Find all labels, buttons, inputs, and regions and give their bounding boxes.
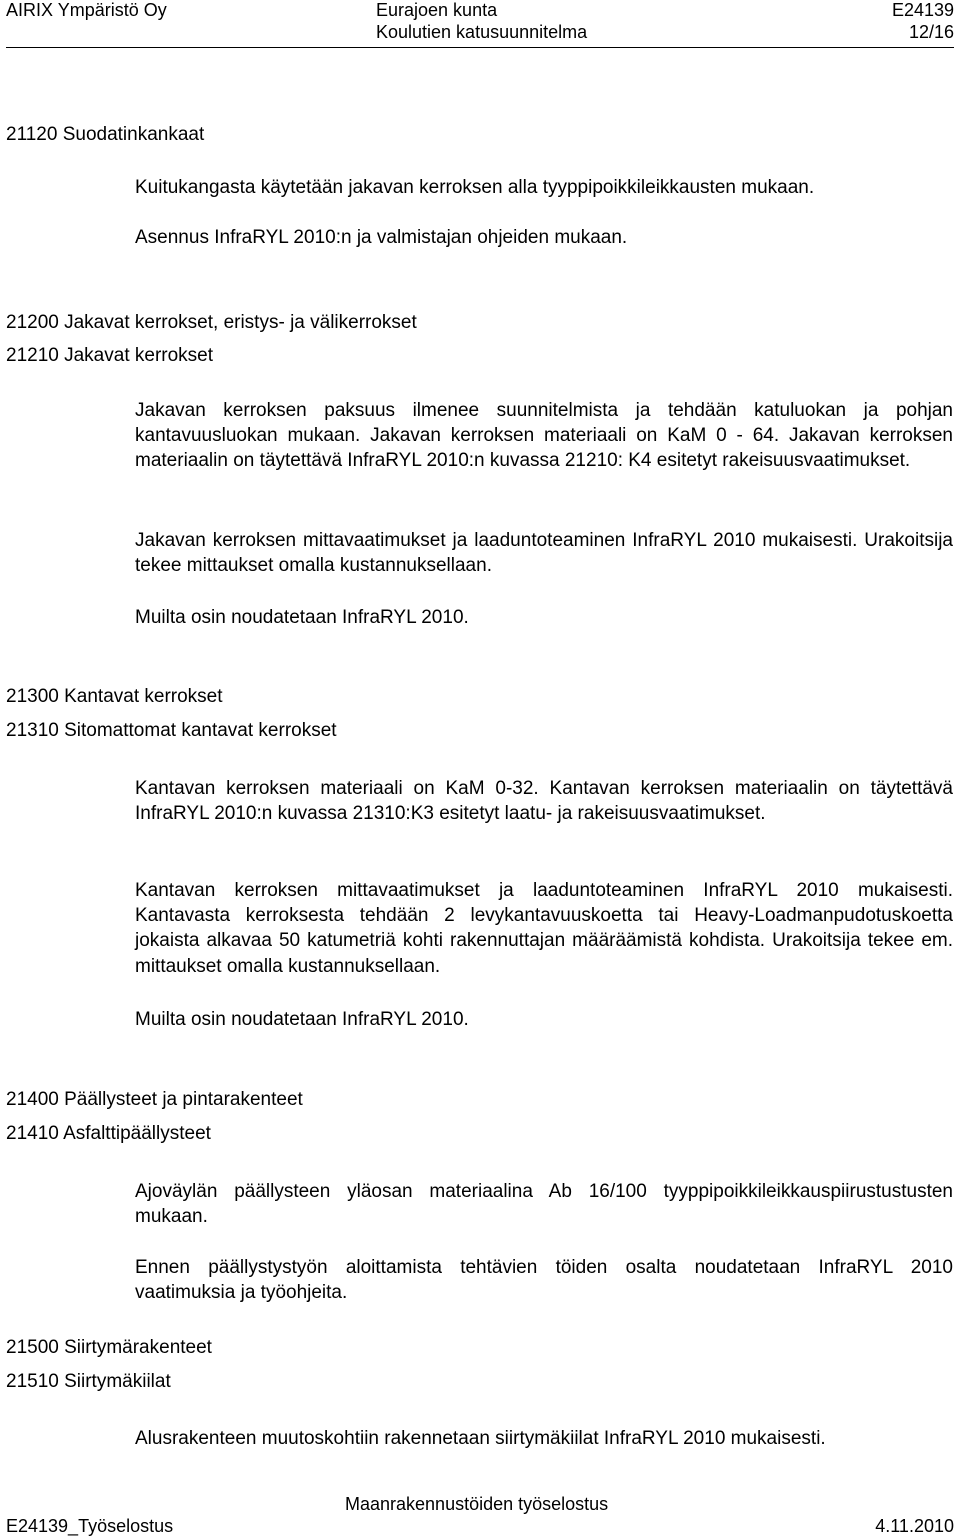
footer-date: 4.11.2010: [875, 1516, 954, 1536]
paragraph-21210-2: Jakavan kerroksen mittavaatimukset ja laaduntoteaminen InfraRYL 2010 mukaisesti. Urakoitsija tekee mittaukset omalla kustannuksellaan.: [135, 530, 953, 577]
paragraph-21410-2: Ennen päällystystyön aloittamista tehtävien töiden osalta noudatetaan InfraRYL 2010 vaatimuksia ja työohjeita.: [135, 1257, 953, 1304]
subsection-heading-21510: 21510 Siirtymäkiilat: [6, 1371, 171, 1392]
subsection-heading-21310: 21310 Sitomattomat kantavat kerrokset: [6, 720, 337, 741]
paragraph-21310-3: Muilta osin noudatetaan InfraRYL 2010.: [135, 1009, 469, 1030]
section-heading-21400: 21400 Päällysteet ja pintarakenteet: [6, 1089, 303, 1110]
footer-document-title: Maanrakennustöiden työselostus: [345, 1494, 609, 1514]
paragraph-21210-3: Muilta osin noudatetaan InfraRYL 2010.: [135, 607, 469, 628]
header-project-code: E24139: [891, 0, 954, 20]
subsection-heading-21410: 21410 Asfalttipäällysteet: [6, 1123, 211, 1144]
header-document-title: Koulutien katusuunnitelma: [376, 22, 588, 42]
paragraph-21310-1: Kantavan kerroksen materiaali on KaM 0-32. Kantavan kerroksen materiaalin on täytettävä InfraRYL 2010:n kuvassa 21310:K3 esitetyt laatu- ja rakeisuusvaatimukset.: [135, 778, 953, 825]
paragraph-21410-1: Ajoväylän päällysteen yläosan materiaalina Ab 16/100 tyyppipoikkileikkauspiirustustusten mukaan.: [135, 1181, 953, 1228]
header-divider: [6, 47, 954, 48]
paragraph-21120-2: Asennus InfraRYL 2010:n ja valmistajan ohjeiden mukaan.: [135, 227, 628, 248]
paragraph-21510-1: Alusrakenteen muutoskohtiin rakennetaan siirtymäkiilat InfraRYL 2010 mukaisesti.: [135, 1428, 826, 1449]
header-page-number: 12/16: [908, 22, 954, 42]
section-heading-21120: 21120 Suodatinkankaat: [6, 124, 205, 145]
subsection-heading-21210: 21210 Jakavat kerrokset: [6, 345, 214, 366]
footer-file-name: E24139_Työselostus: [6, 1516, 174, 1536]
paragraph-21310-2: Kantavan kerroksen mittavaatimukset ja laaduntoteaminen InfraRYL 2010 mukaisesti. Kantavasta kerroksesta tehdään 2 levykantavuuskoetta tai Heavy-Loadmanpudotuskoetta jokaista alkavaa 50 katumetriä kohti rakennuttajan määräämistä kohdista. Urakoitsija tekee em. mittaukset omalla kustannuksellaan.: [135, 880, 953, 977]
paragraph-21210-1: Jakavan kerroksen paksuus ilmenee suunnitelmista ja tehdään katuluokan ja pohjan kantavuusluokan mukaan. Jakavan kerroksen materiaali on KaM 0 - 64. Jakavan kerroksen materiaalin on täytettävä InfraRYL 2010:n kuvassa 21210: K4 esitetyt rakeisuusvaatimukset.: [135, 400, 953, 472]
header-municipality: Eurajoen kunta: [376, 0, 498, 20]
paragraph-21120-1: Kuitukangasta käytetään jakavan kerroksen alla tyyppipoikkileikkausten mukaan.: [135, 177, 815, 198]
header-company: AIRIX Ympäristö Oy: [6, 0, 167, 20]
section-heading-21500: 21500 Siirtymärakenteet: [6, 1337, 212, 1358]
section-heading-21200: 21200 Jakavat kerrokset, eristys- ja välikerrokset: [6, 312, 417, 333]
section-heading-21300: 21300 Kantavat kerrokset: [6, 686, 223, 707]
